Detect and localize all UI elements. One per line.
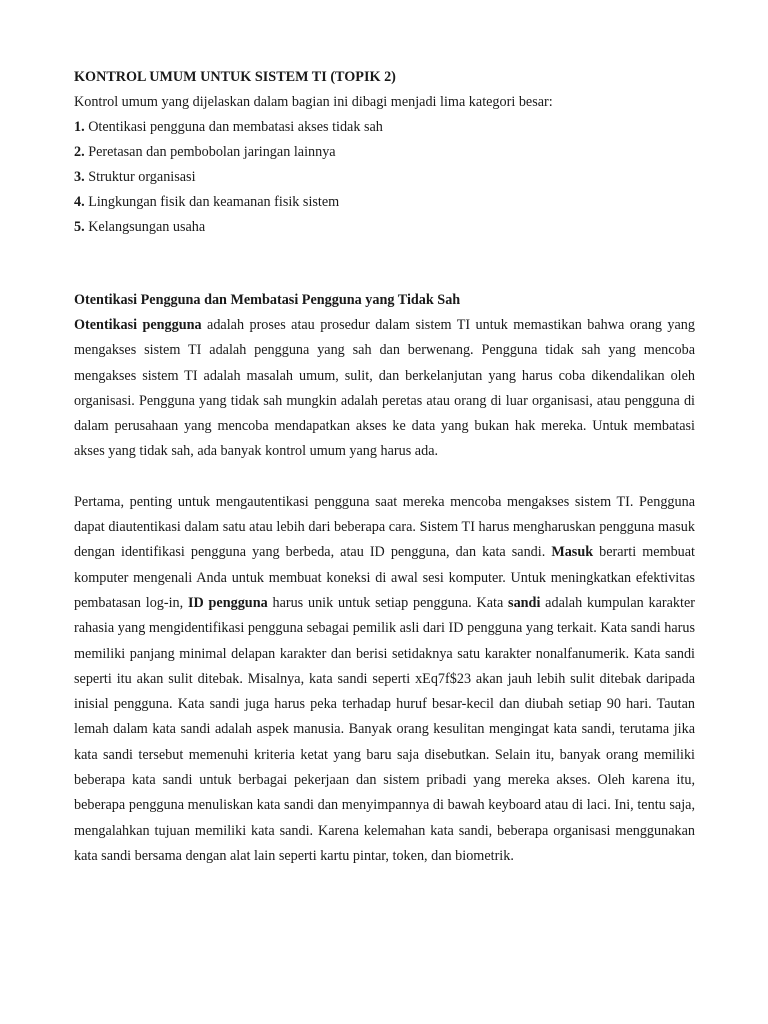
paragraph-text: adalah proses atau prosedur dalam sistem TI untuk memastikan bahwa orang yang mengakses sistem TI adalah pengguna yang sah dan berwenang. Pengguna tidak sah yang mencoba mengakses sistem TI adalah masalah umum, sulit, dan berkelanjutan yang harus coba dikendalikan oleh organisasi. Pengguna yang tidak sah mungkin adalah peretas atau orang di luar organisasi, atau pengguna di dalam perusahaan yang mencoba mendapatkan akses ke data yang bukan hak mereka. Untuk membatasi akses yang tidak sah, ada banyak kontrol umum yang harus ada. (74, 317, 695, 460)
list-text: Otentikasi pengguna dan membatasi akses tidak sah (84, 119, 383, 135)
list-item (74, 215, 695, 240)
paragraph-authentication (74, 313, 695, 465)
list-item (74, 115, 695, 140)
list-item (74, 165, 695, 190)
spacer (74, 240, 695, 288)
list-number: 4. (74, 194, 85, 210)
list-number: 2. (74, 144, 85, 160)
paragraph-text: berarti membuat komputer mengenali Anda untuk membuat koneksi di awal sesi komputer. Untuk meningkatkan efektivitas pembatasan log-in, (74, 544, 695, 611)
document-page (74, 65, 695, 869)
list-number: 1. (74, 119, 85, 135)
list-item (74, 140, 695, 165)
spacer (74, 465, 695, 490)
bold-term: ID pengguna (187, 594, 268, 611)
intro-text: Kontrol umum yang dijelaskan dalam bagian ini dibagi menjadi lima kategori besar: (74, 94, 553, 110)
list-item (74, 190, 695, 215)
paragraph-passwords (74, 490, 695, 869)
list-text: Lingkungan fisik dan keamanan fisik sistem (84, 194, 340, 210)
bold-term: Otentikasi pengguna (74, 317, 202, 333)
bold-term: Masuk (551, 544, 594, 561)
bold-term: sandi (508, 594, 541, 611)
category-list (74, 115, 695, 240)
list-text: Struktur organisasi (84, 169, 196, 185)
document-title: KONTROL UMUM UNTUK SISTEM TI (TOPIK 2) (74, 69, 396, 85)
paragraph-text: harus unik untuk setiap pengguna. Kata (267, 594, 509, 611)
list-number: 3. (74, 169, 85, 185)
list-text: Peretasan dan pembobolan jaringan lainnya (84, 144, 336, 160)
list-text: Kelangsungan usaha (84, 219, 206, 235)
list-number: 5. (74, 219, 85, 235)
paragraph-text: adalah kumpulan karakter rahasia yang mengidentifikasi pengguna sebagai pemilik asli dari ID pengguna yang terkait. Kata sandi harus memiliki panjang minimal delapan karakter dan berisi setidaknya satu karakter nonalfanumerik. Kata sandi seperti itu akan sulit ditebak. Misalnya, kata sandi seperti xEq7f$23 akan jauh lebih sulit ditebak daripada inisial pengguna. Kata sandi juga harus peka terhadap huruf besar-kecil dan diubah setiap 90 hari. Tautan lemah dalam kata sandi adalah aspek manusia. Banyak orang kesulitan mengingat kata sandi, terutama jika kata sandi tersebut memenuhi kriteria ketat yang baru saja disebutkan. Selain itu, banyak orang memiliki beberapa kata sandi untuk berbagai pekerjaan dan sistem pribadi yang mereka akses. Oleh karena itu, beberapa pengguna menuliskan kata sandi dan menyimpannya di bawah keyboard atau di laci. Ini, tentu saja, mengalahkan tujuan memiliki kata sandi. Karena kelemahan kata sandi, beberapa organisasi menggunakan kata sandi bersama dengan alat lain seperti kartu pintar, token, dan biometrik. (74, 594, 695, 864)
section-heading: Otentikasi Pengguna dan Membatasi Pengguna yang Tidak Sah (74, 292, 461, 308)
paragraph-text: Pertama, penting untuk mengautentikasi pengguna saat mereka mencoba mengakses sistem TI. Pengguna dapat diautentikasi dalam satu atau lebih dari beberapa cara. Sistem TI harus mengharuskan pengguna masuk dengan identifikasi pengguna yang berbeda, atau ID pengguna, dan kata sandi. (74, 493, 695, 561)
